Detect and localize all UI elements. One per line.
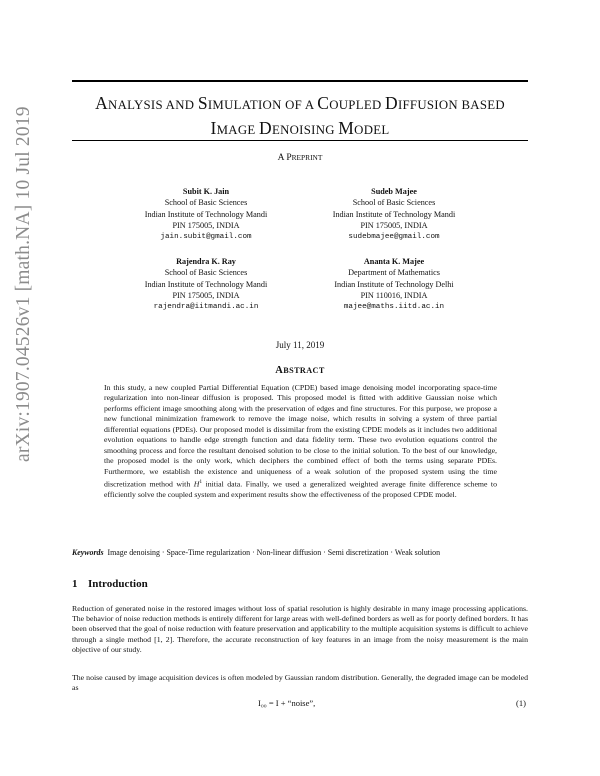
author-block-3 xyxy=(96,256,316,313)
publication-date: July 11, 2019 xyxy=(275,340,325,350)
section-heading-introduction xyxy=(72,578,148,590)
paper-title xyxy=(60,92,540,142)
author-dept: School of Basic Sciences xyxy=(164,268,248,278)
author-email[interactable]: majee@maths.iitd.ac.in xyxy=(343,302,445,311)
title-line-2 xyxy=(60,117,540,142)
author-institution: Indian Institute of Technology Mandi xyxy=(144,209,268,219)
title-word-smallcaps: ODEL xyxy=(354,123,390,137)
author-pin: PIN 175005, INDIA xyxy=(172,291,240,301)
title-word-smallcaps: IMULATION OF A xyxy=(207,98,318,112)
intro-paragraph-2: The noise caused by image acquisition devices is often modeled by Gaussian random distribution. Generally, the degraded image can be modeled as xyxy=(72,673,528,693)
author-pin: PIN 175005, INDIA xyxy=(172,221,240,231)
author-pin: PIN 175005, INDIA xyxy=(360,221,428,231)
intro-paragraph-1: Reduction of generated noise in the restored images without loss of spatial resolution is highly desirable in many image processing applications. The behavior of noise reduction methods is entirely different for large areas with well-defined borders as well as for poorly defined borders. It has been observed that the goal of noise reduction with feature preservation and applicability to the multiple acquisition systems is difficult to achieve through a single method [1, 2]. Therefore, the accurate reconstruction of key features in an image from the noisy measurement is the main objective of our study. xyxy=(72,604,528,654)
author-name: Subit K. Jain xyxy=(182,187,230,196)
author-pin: PIN 110016, INDIA xyxy=(360,291,428,301)
title-word-smallcaps: NALYSIS AND xyxy=(108,98,198,112)
preprint-label xyxy=(0,153,600,163)
title-word-initial: I xyxy=(210,118,217,138)
author-block-2 xyxy=(284,186,504,243)
title-word-smallcaps: MAGE xyxy=(216,123,260,137)
author-name: Rajendra K. Ray xyxy=(176,257,236,266)
abstract-text-2: initial data. Finally, we used a generalized weighted average finite difference scheme to efficiently solve the coupled system and experiment results show the effectiveness of the proposed CPDE model. xyxy=(104,479,497,500)
abstract-heading-rest: BSTRACT xyxy=(283,366,325,375)
title-word-smallcaps: IFFUSION BASED xyxy=(397,98,505,112)
keywords-list: Image denoising · Space-Time regularization · Non-linear diffusion · Semi discretization · Weak solution xyxy=(107,548,441,557)
preprint-text xyxy=(278,153,323,163)
title-word-initial: D xyxy=(259,118,272,138)
abstract-heading-initial: A xyxy=(275,365,284,376)
abstract-heading xyxy=(0,365,600,376)
abstract-body xyxy=(104,383,497,501)
author-block-4 xyxy=(284,256,504,313)
keywords-label: Keywords xyxy=(72,548,104,557)
preprint-smallcaps: REPRINT xyxy=(291,153,323,162)
title-word-initial: M xyxy=(338,118,355,138)
author-institution: Indian Institute of Technology Delhi xyxy=(334,279,454,289)
title-word-initial: D xyxy=(385,93,398,113)
author-name: Sudeb Majee xyxy=(371,187,417,196)
equation-number: (1) xyxy=(516,698,526,708)
author-name: Ananta K. Majee xyxy=(363,257,425,266)
section-title: Introduction xyxy=(88,578,148,590)
preprint-initial: P xyxy=(286,153,292,163)
title-word-smallcaps: OUPLED xyxy=(329,98,385,112)
author-institution: Indian Institute of Technology Mandi xyxy=(332,209,456,219)
abstract-text-1: In this study, a new coupled Partial Differential Equation (CPDE) based image denoising model incorporating space-time regularization into non-linear diffusion is proposed. This proposed model is fitted with additive Gaussian noise which performs efficient image smoothing along with the preservation of edges and fine structures. For this purpose, we propose a new functional minimization framework to remove the image noise, which results in solving a system of three partial differential equations (PDEs). Our proposed model is dissimilar from the existing CPDE models as it includes two additional evolution equations to handle edge strength function and data fidelity term. These two evolution equations control the smoothing process and force the resultant denoised solution to be close to the initial solution. To the best of our knowledge, the proposed model is the only work, which deciphers the combined effect of both the terms using separate PDEs. Furthermore, we establish the existence and uniqueness of a weak solution of the proposed system using the time discretization method with xyxy=(104,383,497,489)
section-number: 1 xyxy=(72,578,78,590)
author-dept: School of Basic Sciences xyxy=(352,198,436,208)
author-dept: Department of Mathematics xyxy=(348,268,440,278)
title-line-1 xyxy=(60,92,540,117)
preprint-initial: A xyxy=(277,153,285,163)
author-dept: School of Basic Sciences xyxy=(164,198,248,208)
title-word-initial: S xyxy=(197,93,208,113)
title-word-initial: A xyxy=(95,93,109,113)
title-word-smallcaps: ENOISING xyxy=(271,123,339,137)
abstract-math-superscript: 1 xyxy=(199,479,203,486)
author-email[interactable]: rajendra@iitmandi.ac.in xyxy=(153,302,259,311)
author-institution: Indian Institute of Technology Mandi xyxy=(144,279,268,289)
author-email[interactable]: sudebmajee@gmail.com xyxy=(348,232,440,241)
abstract-math-symbol: H xyxy=(193,479,200,489)
arxiv-identifier: arXiv:1907.04526v1 [math.NA] 10 Jul 2019 xyxy=(13,106,34,462)
keywords xyxy=(72,548,532,557)
author-email[interactable]: jain.subit@gmail.com xyxy=(160,232,252,241)
equation-expression: I₀₀ = I + “noise”, xyxy=(258,698,316,708)
author-block-1 xyxy=(96,186,316,243)
title-top-rule xyxy=(72,80,528,82)
title-word-initial: C xyxy=(317,93,330,113)
